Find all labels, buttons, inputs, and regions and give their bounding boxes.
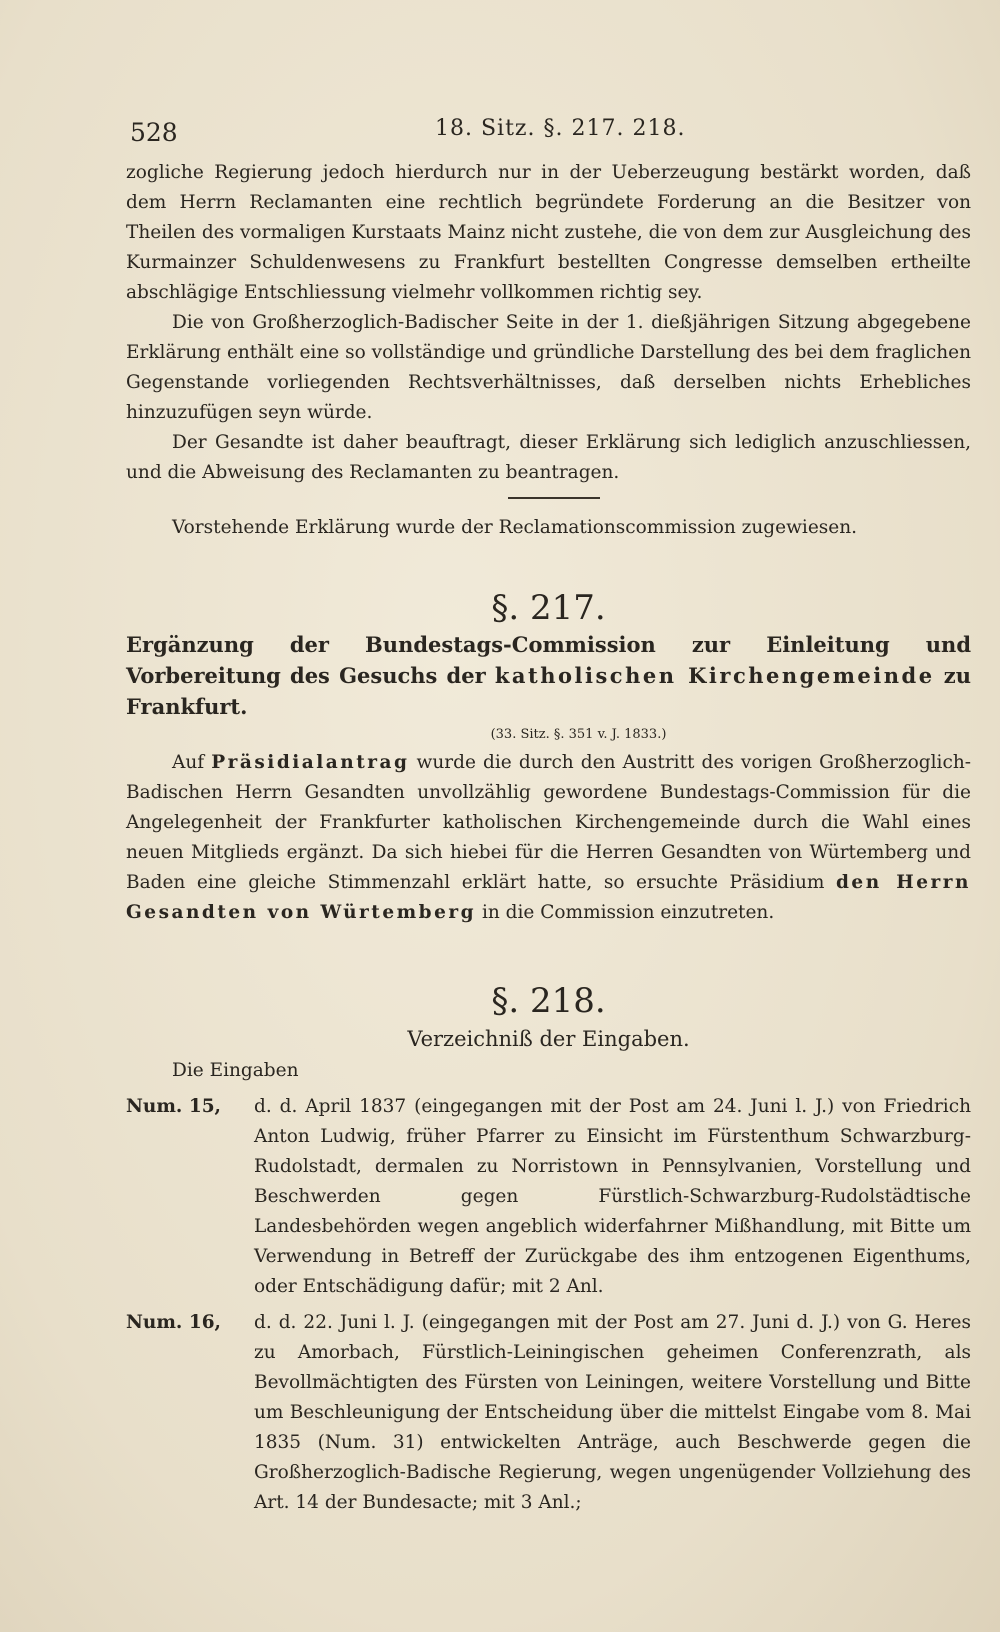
section-218-number: §. 218. (491, 981, 606, 1021)
list-item (126, 1092, 971, 1302)
section-217-body-spaced-1: Präsidialantrag (211, 752, 410, 773)
section-217-number: §. 217. (491, 588, 606, 628)
paragraph: Der Gesandte ist daher beauftragt, dieser Erklärung sich lediglich anzuschliessen, und die Abweisung des Reclamanten zu beantragen. (126, 432, 971, 483)
section-217-body-b: wurde die durch den Austritt des vorigen Großherzoglich-Badischen Herrn Gesandten unvollzählig gewordene Bundestags-Commission für die Angelegenheit der Frankfurter katholischen Kirchengemeinde durch die Wahl eines neuen Mitglieds ergänzt. Da sich hiebei für die Herren Gesandten von Würtemberg und Baden eine gleiche Stimmenzahl erklärt hatte, so ersuchte Präsidium (126, 752, 971, 893)
list-item (126, 1308, 971, 1518)
section-217-body-spaced-2: den Herrn Gesandten von Würtemberg (126, 872, 971, 923)
section-217-reference: (33. Sitz. §. 351 v. J. 1833.) (490, 727, 667, 742)
section-218-intro: Die Eingaben (172, 1060, 299, 1081)
page-content (126, 158, 971, 1518)
commission-note: Vorstehende Erklärung wurde der Reclamationscommission zugewiesen. (172, 517, 858, 538)
page-number: 528 (130, 118, 178, 147)
entry-number: Num. 15, (126, 1096, 222, 1117)
separator-rule (508, 497, 600, 499)
section-218-subtitle: Verzeichniß der Eingaben. (407, 1027, 690, 1051)
section-217-body-a: Auf (172, 752, 212, 773)
section-217-body-c: in die Commission einzutreten. (476, 902, 775, 923)
section-217-body (126, 748, 971, 928)
section-217-title (126, 629, 971, 722)
section-217-title-spaced: katholischen Kirchengemeinde (494, 663, 935, 688)
running-head: 18. Sitz. §. 217. 218. (435, 116, 686, 141)
section-217-title-a: Ergänzung der Bundestags-Commission zur Einleitung und Vorbereitung des Gesuchs der (126, 632, 971, 688)
section-217-title-b: zu Frankfurt. (126, 663, 971, 719)
entry-text: d. d. 22. Juni l. J. (eingegangen mit der Post am 27. Juni d. J.) von G. Heres zu Amorbach, Fürstlich-Leiningischen geheimen Conferenzrath, als Bevollmächtigten des Fürsten von Leiningen, weitere Vorstellung und Bitte um Beschleunigung der Entscheidung über die mittelst Eingabe vom 8. Mai 1835 (Num. 31) entwickelten Anträge, auch Beschwerde gegen die Großherzoglich-Badische Regierung, wegen ungenügender Vollziehung des Art. 14 der Bundesacte; mit 3 Anl.; (254, 1312, 971, 1513)
page-header (130, 112, 890, 152)
paragraph: zogliche Regierung jedoch hierdurch nur in der Ueberzeugung bestärkt worden, daß dem Herrn Reclamanten eine rechtlich begründete Forderung an die Besitzer von Theilen des vormaligen Kurstaats Mainz nicht zustehe, die von dem zur Ausgleichung des Kurmainzer Schuldenwesens zu Frankfurt bestellten Congresse demselben ertheilte abschlägige Entschliessung vielmehr vollkommen richtig sey. (126, 162, 971, 303)
entry-text: d. d. April 1837 (eingegangen mit der Post am 24. Juni l. J.) von Friedrich Anton Ludwig, früher Pfarrer zu Einsicht im Fürstenthum Schwarzburg-Rudolstadt, dermalen zu Norristown in Pennsylvanien, Vorstellung und Beschwerden gegen Fürstlich-Schwarzburg-Rudolstädtische Landesbehörden wegen angeblich widerfahrner Mißhandlung, mit Bitte um Verwendung in Betreff der Zurückgabe des ihm entzogenen Eigenthums, oder Entschädigung dafür; mit 2 Anl. (254, 1096, 971, 1297)
paragraph: Die von Großherzoglich-Badischer Seite in der 1. dießjährigen Sitzung abgegebene Erklärung enthält eine so vollständige und gründliche Darstellung des bei dem fraglichen Gegenstande vorliegenden Rechtsverhältnisses, daß derselben nichts Erhebliches hinzuzufügen seyn würde. (126, 312, 971, 423)
entry-number: Num. 16, (126, 1312, 222, 1333)
